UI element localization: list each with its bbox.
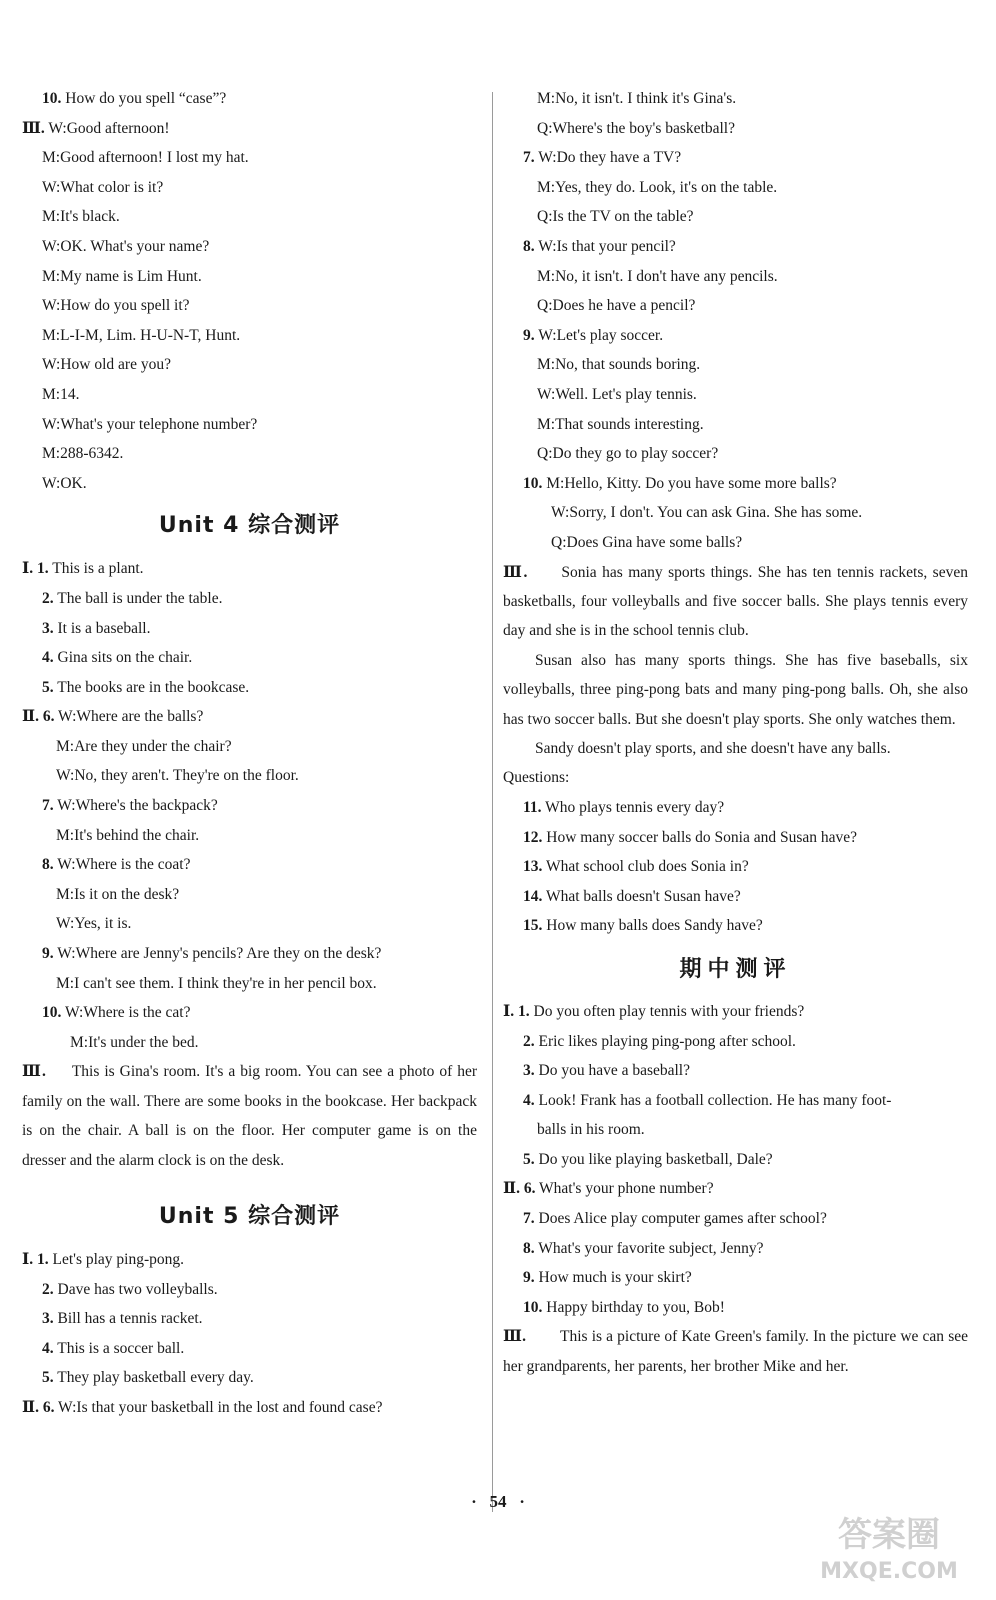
item-number: Ⅰ. 1. [503,1002,530,1020]
line-text: W:How do you spell it? [42,297,190,315]
item-number: 5. [523,1150,535,1168]
text-line [22,969,477,999]
line-text: W:OK. What's your name? [42,237,210,255]
unit5-passage-1-text: Sonia has many sports things. She has ten tennis rackets, seven basketballs, four volleyballs and five soccer balls. She plays tennis every day and she is in the school tennis club. [503,563,968,640]
line-text: How much is your skirt? [534,1269,692,1287]
line-text: What school club does Sonia in? [542,858,749,876]
text-line [22,880,477,910]
text-line [503,380,968,410]
line-text: Q:Do they go to play soccer? [537,445,719,463]
text-line [503,528,968,558]
line-text: Does Alice play computer games after school? [534,1210,827,1228]
item-number: 15. [523,917,543,935]
line-text: W:Yes, it is. [56,915,132,933]
text-line [503,793,968,823]
midterm-title: 期中测评 [679,955,792,982]
text-line [22,821,477,851]
line-text: M:14. [42,385,80,403]
unit4-passage [22,1057,477,1175]
line-text: What's your favorite subject, Jenny? [534,1239,764,1257]
left-top-lines [22,84,477,498]
item-number: 10. [42,1004,62,1022]
line-text: W:What color is it? [42,178,164,196]
text-line [503,1145,968,1175]
line-text: M:Hello, Kitty. Do you have some more balls? [542,474,837,492]
line-text: What balls doesn't Susan have? [542,887,741,905]
item-number: Ⅰ. 1. [22,1251,49,1269]
text-line [503,350,968,380]
line-text: W:Is that your pencil? [534,237,676,255]
text-line [503,823,968,853]
text-line [503,232,968,262]
item-number: 2. [42,589,54,607]
line-text: Happy birthday to you, Bob! [542,1298,725,1316]
line-text: The ball is under the table. [53,589,223,607]
text-line [22,1028,477,1058]
item-number: Ⅰ. 1. [22,560,49,578]
item-number: 7. [42,797,54,815]
text-line [22,791,477,821]
text-line [22,262,477,292]
item-number: 7. [523,149,535,167]
unit4-title: Unit 4 综合测评 [158,513,341,539]
text-line [503,1086,968,1116]
unit5-passage-3: Sandy doesn't play sports, and she doesn't have any balls. [535,739,891,757]
midterm-lines [503,997,968,1323]
text-line [22,439,477,469]
text-line [503,469,968,499]
questions-label: Questions: [503,769,570,787]
line-text: Gina sits on the chair. [53,649,193,667]
item-number: 10. [523,474,543,492]
text-line [22,554,477,584]
text-line [503,498,968,528]
item-number: 12. [523,828,543,846]
column-divider [492,92,493,1512]
line-text: W:Sorry, I don't. You can ask Gina. She has some. [551,504,863,522]
line-text: M:It's under the bed. [70,1033,199,1051]
line-text: What's your phone number? [535,1180,714,1198]
text-line [22,173,477,203]
line-text: W:Where is the coat? [53,856,191,874]
line-text: M:Good afternoon! I lost my hat. [42,149,249,167]
text-line [22,732,477,762]
item-number: 3. [42,1310,54,1328]
midterm-passage-text: This is a picture of Kate Green's family. In the picture we can see her grandparents, her parents, her brother Mike and her. [503,1328,968,1375]
text-line [22,380,477,410]
midterm-passage-label: Ⅲ. [503,1328,527,1346]
item-number: 2. [42,1280,54,1298]
item-number: 9. [523,1269,535,1287]
line-text: balls in his room. [537,1121,645,1139]
watermark-cn: 答案圈 [838,1515,940,1555]
text-line [22,1334,477,1364]
text-line [503,1174,968,1204]
line-text: W:Where's the backpack? [53,797,218,815]
line-text: M:No, it isn't. I don't have any pencils. [537,267,778,285]
line-text: W:Well. Let's play tennis. [537,385,697,403]
item-number: 8. [523,237,535,255]
text-line [22,232,477,262]
line-text: Do you have a baseball? [534,1062,690,1080]
line-text: M:No, it isn't. I think it's Gina's. [537,90,737,107]
line-text: M:Yes, they do. Look, it's on the table. [537,178,778,196]
text-line [503,1027,968,1057]
text-line [503,997,968,1027]
item-number: 14. [523,887,543,905]
line-text: How many balls does Sandy have? [542,917,763,935]
item-number: 5. [42,678,54,696]
line-text: They play basketball every day. [53,1369,254,1387]
item-number: 7. [523,1210,535,1228]
text-line [503,439,968,469]
item-number: 5. [42,1369,54,1387]
line-text: W:Where is the cat? [61,1004,191,1022]
line-text: M:I can't see them. I think they're in her pencil box. [56,974,377,992]
item-number: 13. [523,858,543,876]
line-text: W:No, they aren't. They're on the floor. [56,767,299,785]
text-line [503,911,968,941]
text-line [22,143,477,173]
text-line [22,202,477,232]
line-text: M:My name is Lim Hunt. [42,267,202,285]
item-number: Ⅱ. 6. [22,708,55,726]
item-number: 3. [42,619,54,637]
right-top-lines [503,84,968,558]
text-line [22,410,477,440]
line-text: M:288-6342. [42,445,124,463]
item-number: 11. [523,798,542,816]
text-line [22,761,477,791]
item-number: 10. [42,90,62,107]
item-number: Ⅱ. 6. [503,1180,536,1198]
midterm-passage [503,1322,968,1381]
line-text: M:That sounds interesting. [537,415,704,433]
text-line [503,291,968,321]
line-text: Q:Where's the boy's basketball? [537,119,735,137]
text-line [22,702,477,732]
text-line [22,909,477,939]
text-line [503,114,968,144]
page-number: · 54 · [471,1492,525,1511]
line-text: M:No, that sounds boring. [537,356,701,374]
question-lines [503,793,968,941]
item-number: 2. [523,1032,535,1050]
line-text: W:Good afternoon! [44,119,170,137]
unit5-passage-2: Susan also has many sports things. She has five baseballs, six volleyballs, three ping-pong bats and many ping-pong balls. Oh, she also has two soccer balls. But she doesn't play sports. She only watches them. [503,651,968,728]
item-number: 8. [523,1239,535,1257]
text-line [503,852,968,882]
line-text: This is a plant. [48,560,144,578]
unit4-passage-text: This is Gina's room. It's a big room. You can see a photo of her family on the wall. There are some books in the bookcase. Her backpack is on the chair. A ball is on the floor. Her computer game is on the dresser and the alarm clock is on the desk. [22,1063,477,1169]
text-line [22,673,477,703]
line-text: This is a soccer ball. [53,1339,185,1357]
item-number: 4. [42,1339,54,1357]
item-number: 3. [523,1062,535,1080]
text-line [22,1363,477,1393]
text-line [503,173,968,203]
line-text: W:What's your telephone number? [42,415,258,433]
text-line [503,321,968,351]
watermark-en: MXQE.COM [820,1559,958,1584]
text-line [503,1115,968,1145]
text-line [503,882,968,912]
line-text: Bill has a tennis racket. [53,1310,203,1328]
line-text: M:It's behind the chair. [56,826,200,844]
text-line [503,1293,968,1323]
line-text: M:It's black. [42,208,120,226]
text-line [22,469,477,499]
unit5-lines [22,1245,477,1423]
text-line [22,1304,477,1334]
text-line [22,939,477,969]
line-text: W:How old are you? [42,356,171,374]
unit5-passage-1 [503,558,968,646]
item-number: 10. [523,1298,543,1316]
line-text: It is a baseball. [53,619,151,637]
item-number: Ⅱ. 6. [22,1399,55,1416]
item-number: 9. [523,326,535,344]
line-text: Q:Is the TV on the table? [537,208,694,226]
right-column [503,84,968,1381]
text-line [503,262,968,292]
line-text: Who plays tennis every day? [541,798,725,816]
item-number: Ⅲ. [22,119,45,137]
text-line [22,614,477,644]
text-line [22,321,477,351]
line-text: W:Where are Jenny's pencils? Are they on the desk? [53,945,382,963]
unit5-title: Unit 5 综合测评 [158,1204,341,1230]
line-text: M:Is it on the desk? [56,885,180,903]
line-text: Look! Frank has a football collection. He has many foot- [534,1091,892,1109]
text-line [22,584,477,614]
line-text: Dave has two volleyballs. [53,1280,218,1298]
unit4-lines [22,554,477,1057]
text-line [22,291,477,321]
item-number: 9. [42,945,54,963]
unit5-passage-label: Ⅲ. [503,563,528,581]
item-number: 4. [42,649,54,667]
page-number-value: 54 [489,1492,507,1511]
text-line [22,643,477,673]
text-line [503,1263,968,1293]
text-line [22,350,477,380]
line-text: How do you spell “case”? [61,90,227,107]
watermark-logo [804,1508,974,1586]
text-line [503,1204,968,1234]
line-text: Q:Does he have a pencil? [537,297,696,315]
text-line [503,1056,968,1086]
line-text: Let's play ping-pong. [48,1251,185,1269]
line-text: Do you like playing basketball, Dale? [534,1150,773,1168]
text-line [22,1393,477,1423]
line-text: The books are in the bookcase. [53,678,250,696]
text-line [503,84,968,114]
text-line [22,84,477,114]
line-text: Do you often play tennis with your friends? [529,1002,805,1020]
item-number: 8. [42,856,54,874]
text-line [503,1234,968,1264]
left-column [22,84,477,1423]
line-text: How many soccer balls do Sonia and Susan have? [542,828,858,846]
text-line [503,143,968,173]
line-text: W:Is that your basketball in the lost and found case? [54,1399,383,1416]
unit4-passage-label: Ⅲ. [22,1063,46,1081]
item-number: 4. [523,1091,535,1109]
text-line [22,1245,477,1275]
line-text: M:Are they under the chair? [56,737,232,755]
line-text: W:Do they have a TV? [534,149,682,167]
text-line [22,1275,477,1305]
text-line [503,410,968,440]
text-line [503,202,968,232]
line-text: Eric likes playing ping-pong after school. [534,1032,796,1050]
text-line [22,114,477,144]
text-line [22,998,477,1028]
text-line [22,850,477,880]
line-text: W:Let's play soccer. [534,326,664,344]
line-text: Q:Does Gina have some balls? [551,533,743,551]
line-text: W:OK. [42,474,87,492]
line-text: M:L-I-M, Lim. H-U-N-T, Hunt. [42,326,241,344]
line-text: W:Where are the balls? [54,708,204,726]
